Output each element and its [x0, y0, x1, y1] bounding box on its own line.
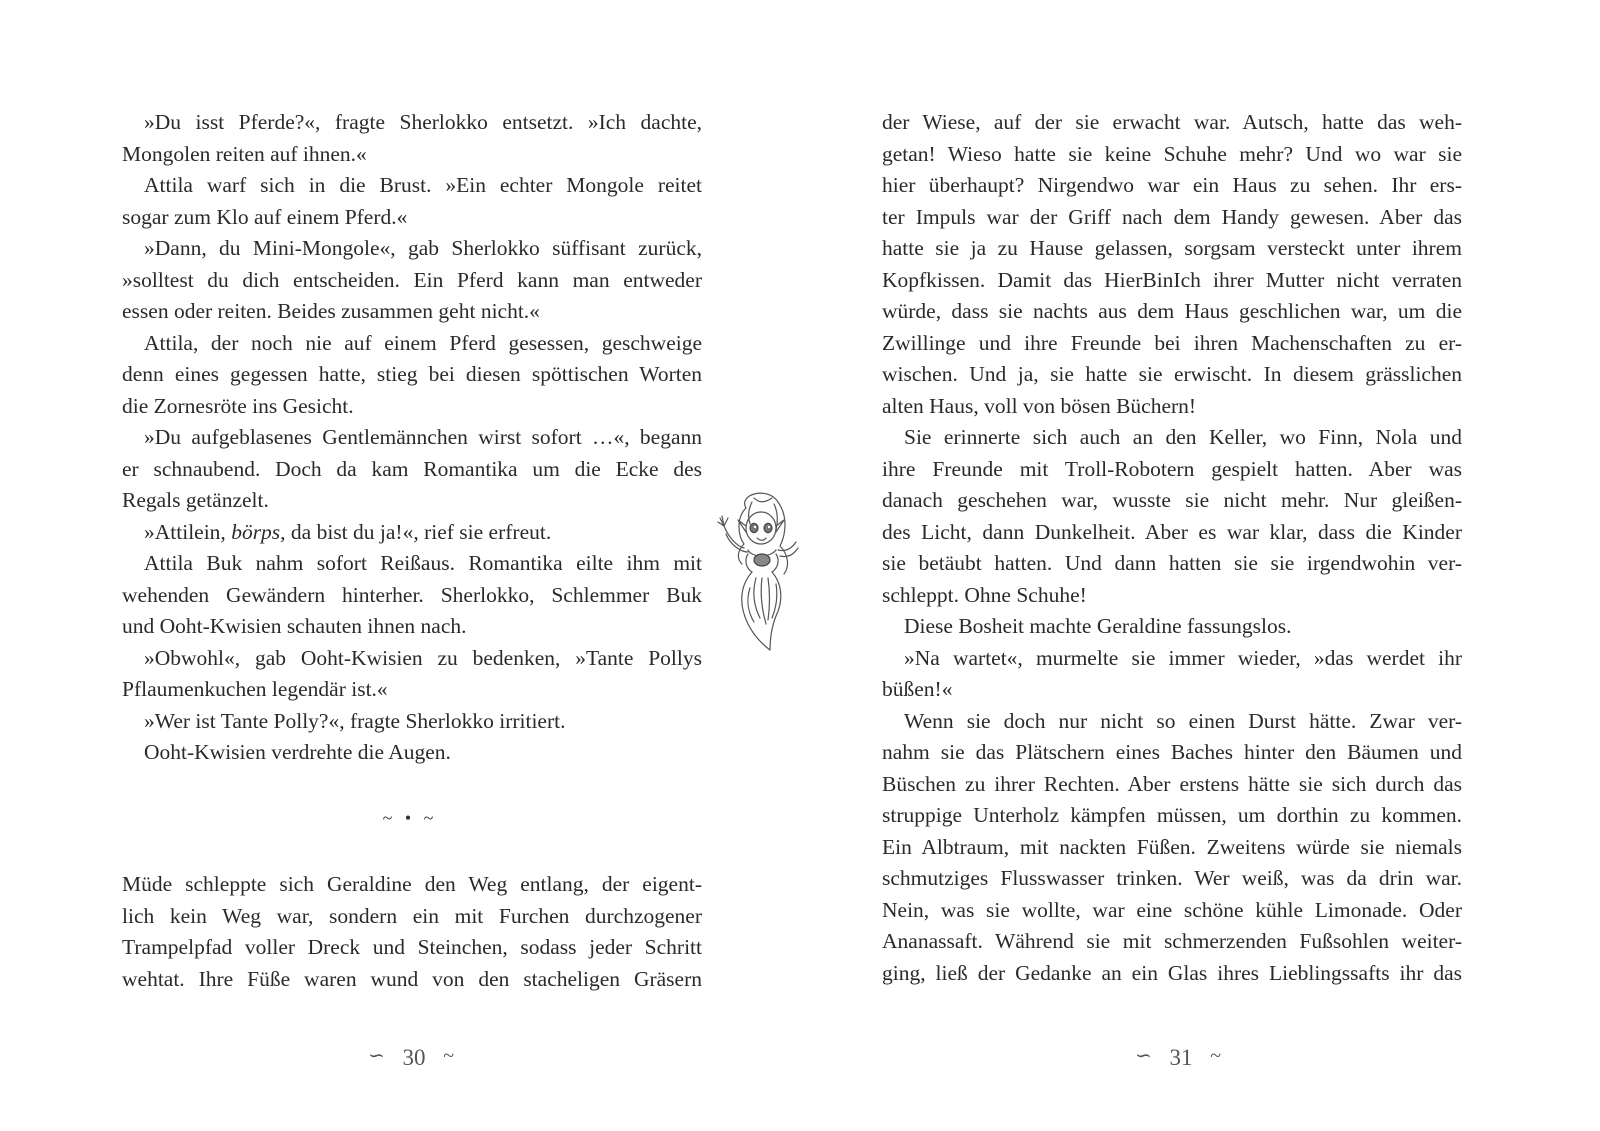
scene-break-ornament: ~ • ~ [382, 808, 438, 828]
text-line: hatte sie ja zu Hause gelassen, sorgsam versteckt unter ihrem [882, 236, 1462, 260]
page-number-left [311, 1045, 511, 1071]
text-line: »Na wartet«, murmelte sie immer wieder, »das werdet ihr [904, 645, 1462, 670]
text-run: »Attilein, [144, 519, 232, 544]
text-line: ter Impuls war der Griff nach dem Handy gewesen. Aber das [882, 204, 1462, 229]
text-line: würde, dass sie nachts aus dem Haus geschlichen war, um die [882, 299, 1462, 323]
text-line: Müde schleppte sich Geraldine den Weg entlang, der eigent- [122, 872, 702, 896]
text-line: »Du aufgeblasenes Gentlemännchen wirst sofort …«, begann [144, 425, 702, 449]
text-line: Kopfkissen. Damit das HierBinIch ihrer Mutter nicht verraten [882, 267, 1462, 292]
text-line: getan! Wieso hatte sie keine Schuhe mehr? Und wo war sie [882, 141, 1462, 166]
text-line: wehtat. Ihre Füße waren wund von den stacheligen Gräsern [122, 966, 702, 991]
text-line: Mongolen reiten auf ihnen.« [122, 141, 367, 166]
text-line: schleppt. Ohne Schuhe! [882, 582, 1087, 607]
text-line: danach geschehen war, wusste sie nicht mehr. Nur gleißen- [882, 488, 1462, 512]
page-number-ornament-right: ~ [1210, 1045, 1222, 1067]
text-line: ging, ließ der Gedanke an ein Glas ihres Lieblingssafts ihr das [882, 960, 1462, 985]
page-number-ornament-right: ~ [443, 1045, 455, 1067]
text-line: hier überhaupt? Nirgendwo war ein Haus zu sehen. Ihr ers- [882, 173, 1462, 197]
text-line: struppige Unterholz kämpfen müssen, um dorthin zu kommen. [882, 803, 1462, 827]
text-line: Ooht-Kwisien verdrehte die Augen. [144, 740, 451, 764]
fairy-girl-illustration-icon [708, 488, 808, 653]
text-line: Zwillinge und ihre Freunde bei ihren Machenschaften zu er- [882, 330, 1462, 355]
italic-text-run: börps, [231, 519, 286, 544]
text-line: Nein, was sie wollte, war eine schöne kühle Limonade. Oder [882, 897, 1462, 922]
left-page-text-top [122, 107, 702, 769]
text-line: »solltest du dich entscheiden. Ein Pferd kann man entweder [122, 267, 702, 292]
left-page-text-bottom [122, 869, 702, 995]
text-line: und Ooht-Kwisien schauten ihnen nach. [122, 614, 467, 638]
text-line: Büschen zu ihrer Rechten. Aber erstens hätte sie sich durch das [882, 771, 1462, 796]
page-number: 30 [402, 1045, 426, 1070]
text-line: »Obwohl«, gab Ooht-Kwisien zu bedenken, »Tante Pollys [144, 645, 702, 670]
text-line: er schnaubend. Doch da kam Romantika um die Ecke des [122, 456, 702, 481]
page-number-right [1078, 1045, 1278, 1071]
text-line: Trampelpfad voller Dreck und Steinchen, sodass jeder Schritt [122, 935, 702, 959]
right-page-text [882, 107, 1462, 989]
text-line: Wenn sie doch nur nicht so einen Durst hätte. Zwar ver- [904, 708, 1462, 733]
text-line: Attila Buk nahm sofort Reißaus. Romantika eilte ihm mit [144, 551, 702, 575]
text-line: Pflaumenkuchen legendär ist.« [122, 677, 388, 701]
text-line: Diese Bosheit machte Geraldine fassungslos. [904, 614, 1292, 638]
text-line: nahm sie das Plätschern eines Baches hinter den Bäumen und [882, 740, 1462, 764]
text-line: lich kein Weg war, sondern ein mit Furchen durchzogener [122, 903, 702, 928]
text-line: Sie erinnerte sich auch an den Keller, wo Finn, Nola und [904, 425, 1462, 449]
text-line: Ananassaft. Während sie mit schmerzenden Fußsohlen weiter- [882, 929, 1462, 953]
text-line: büßen!« [882, 677, 953, 701]
text-line: ihre Freunde mit Troll-Robotern gespielt hatten. Aber was [882, 456, 1462, 481]
text-line: schmutziges Flusswasser trinken. Wer weiß, was da drin war. [882, 866, 1462, 890]
text-line: »Du isst Pferde?«, fragte Sherlokko entsetzt. »Ich dachte, [144, 110, 702, 134]
text-line: Attila warf sich in die Brust. »Ein echter Mongole reitet [144, 173, 702, 197]
text-line: alten Haus, voll von bösen Büchern! [882, 393, 1197, 418]
text-line: die Zornesröte ins Gesicht. [122, 393, 354, 418]
page-number-ornament-left: ∽ [367, 1045, 385, 1067]
text-line [122, 517, 702, 549]
text-line: sogar zum Klo auf einem Pferd.« [122, 204, 408, 229]
right-page [800, 0, 1600, 1131]
text-line: wehenden Gewändern hinterher. Sherlokko, Schlemmer Buk [122, 582, 702, 607]
text-line: der Wiese, auf der sie erwacht war. Autsch, hatte das weh- [882, 110, 1462, 134]
page-number: 31 [1169, 1045, 1193, 1070]
text-line: »Wer ist Tante Polly?«, fragte Sherlokko irritiert. [144, 708, 566, 733]
text-line: denn eines gegessen hatte, stieg bei diesen spöttischen Worten [122, 362, 702, 386]
text-line: Regals getänzelt. [122, 488, 269, 512]
text-run: da bist du ja!«, rief sie erfreut. [285, 519, 552, 544]
text-line: wischen. Und ja, sie hatte sie erwischt. In diesem grässlichen [882, 362, 1462, 386]
text-line: »Dann, du Mini-Mongole«, gab Sherlokko süffisant zurück, [144, 236, 702, 260]
text-line: Attila, der noch nie auf einem Pferd gesessen, geschweige [144, 330, 702, 355]
text-line: des Licht, dann Dunkelheit. Aber es war klar, dass die Kinder [882, 519, 1462, 544]
text-line: essen oder reiten. Beides zusammen geht nicht.« [122, 299, 540, 323]
text-line: Ein Albtraum, mit nackten Füßen. Zweitens würde sie niemals [882, 834, 1462, 859]
page-number-ornament-left: ∽ [1134, 1045, 1152, 1067]
text-line: sie betäubt hatten. Und dann hatten sie sie irgendwohin ver- [882, 551, 1462, 575]
